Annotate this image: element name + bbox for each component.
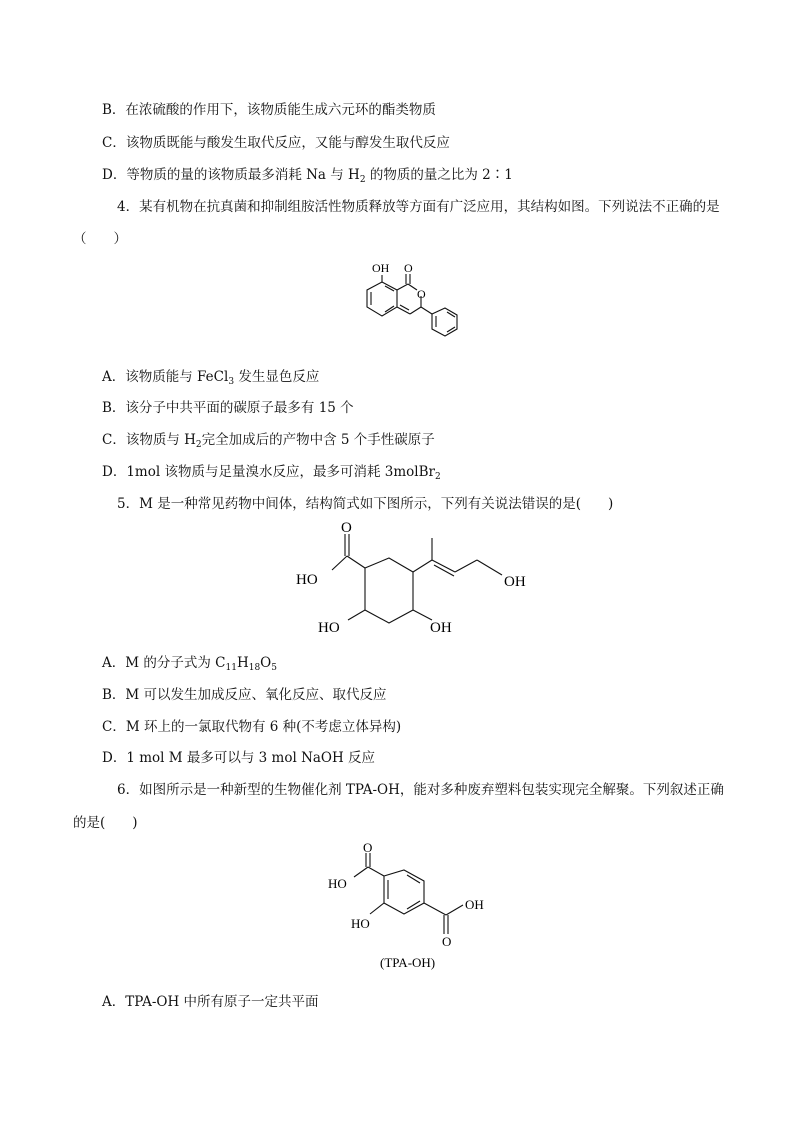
q3-option-b: B．在浓硫酸的作用下，该物质能生成六元环的酯类物质 [102,102,436,118]
q6-fig-bottom-o-label: O [442,934,452,949]
q4-option-b: B．该分子中共平面的碳原子最多有 15 个 [102,400,354,416]
q4-stem: 4．某有机物在抗真菌和抑制组胺活性物质释放等方面有广泛应用，其结构如图。下列说法不正确的是 [117,199,720,215]
q5-structure-figure [290,520,550,645]
q3-option-c: C．该物质既能与酸发生取代反应，又能与醇发生取代反应 [102,135,450,151]
q4-option-d: D．1mol 该物质与足量溴水反应，最多可消耗 3molBr$_2$ [102,464,441,482]
q6-fig-phenol-ho-label: HO [351,916,370,931]
q5-fig-acid-o-label: O [341,520,352,536]
q6-structure-figure [318,843,508,973]
q6-option-a: A．TPA-OH 中所有原子一定共平面 [102,994,319,1010]
q5-fig-acid-ho-label: HO [296,572,318,588]
q5-stem: 5．M 是一种常见药物中间体，结构简式如下图所示，下列有关说法错误的是( ) [117,496,614,512]
q6-stem-continued: 的是( ) [73,815,138,831]
q5-fig-ring-ho-label: HO [318,620,340,636]
q6-fig-caption: (TPA-OH) [380,955,436,970]
q4-fig-oh-label: OH [372,261,390,275]
q4-option-a: A．该物质能与 FeCl$_3$ 发生显色反应 [102,369,320,387]
q4-fig-ring-o-label: O [417,287,426,301]
q5-option-a: A．M 的分子式为 $C_{11}H_{18}O_5$ [102,655,277,673]
q4-fig-carbonyl-o-label: O [404,261,413,275]
q4-answer-paren: （ ） [73,231,127,247]
q6-fig-top-ho-label: HO [328,876,347,891]
q4-structure-figure [350,258,470,358]
q6-fig-right-oh-label: OH [465,897,484,912]
q5-option-d: D．1 mol M 最多可以与 3 mol NaOH 反应 [102,750,376,766]
q5-fig-chain-oh-label: OH [504,574,526,590]
q4-option-c: C．该物质与 $H_2$完全加成后的产物中含 5 个手性碳原子 [102,432,435,450]
q5-option-c: C．M 环上的一氯取代物有 6 种(不考虑立体异构) [102,719,402,735]
q5-option-b: B．M 可以发生加成反应、氧化反应、取代反应 [102,687,387,703]
q6-stem: 6．如图所示是一种新型的生物催化剂 TPA-OH，能对多种废弃塑料包装实现完全解聚。下列叙述正确 [117,782,724,798]
q5-fig-ring-oh-label: OH [430,620,452,636]
q6-fig-top-o-label: O [363,843,373,855]
q3-option-d: D．等物质的量的该物质最多消耗 Na 与 $H_2$ 的物质的量之比为 2∶1 [102,167,513,185]
